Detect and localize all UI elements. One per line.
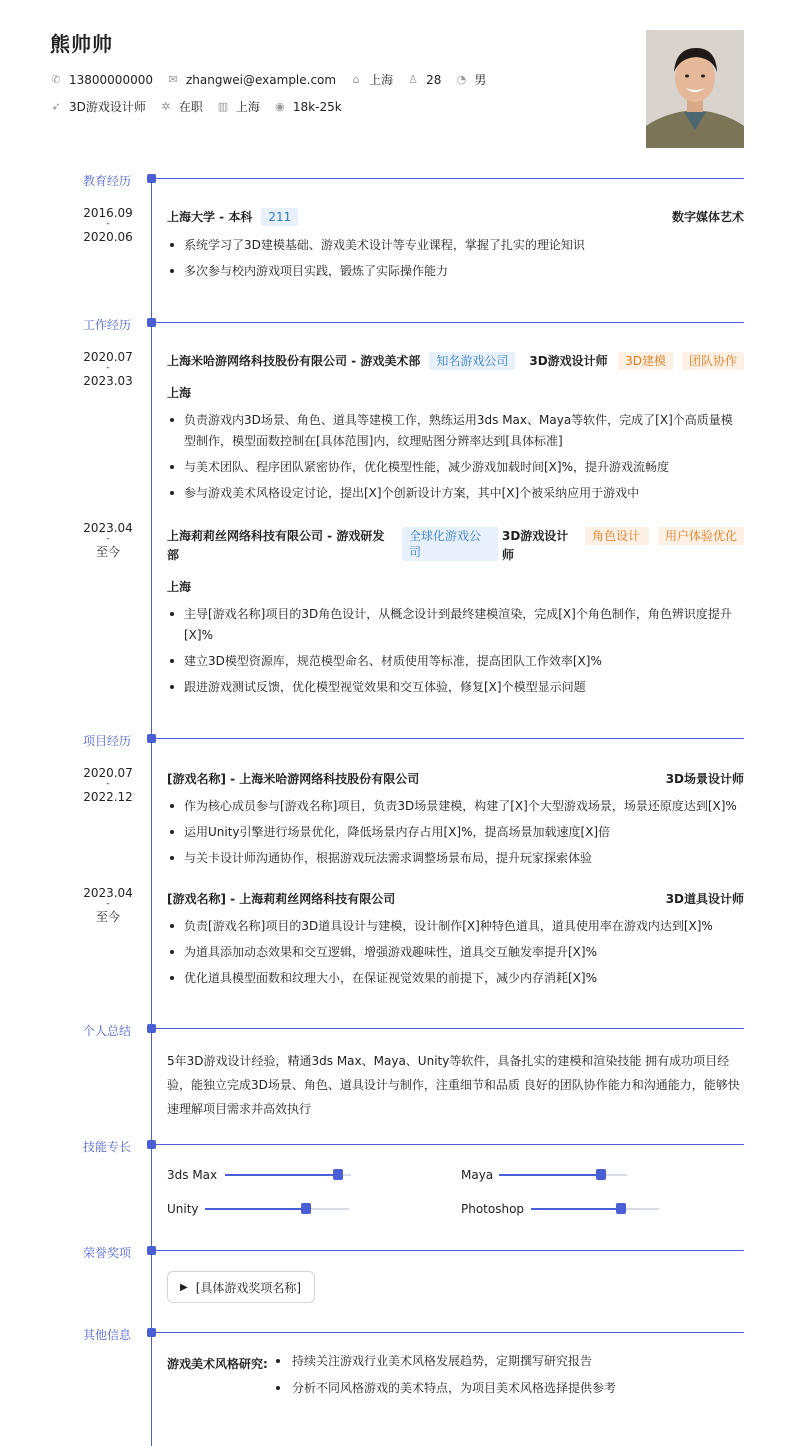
timeline-dot	[147, 1328, 156, 1337]
date-start: 2016.09	[83, 206, 133, 220]
phone-text: 13800000000	[69, 72, 153, 87]
status-item	[160, 98, 203, 115]
project-1-header	[167, 770, 744, 787]
skill-fill	[225, 1174, 338, 1176]
project-role: 3D道具设计师	[665, 892, 744, 906]
skill-tag: 用户体验优化	[658, 527, 744, 545]
work-1-date: 2020.07 - 2023.03	[76, 351, 140, 387]
section-title-projects: 项目经历	[83, 734, 132, 748]
status-text: 在职	[178, 100, 203, 114]
project-2-bullets	[167, 916, 744, 994]
timeline-dot	[147, 734, 156, 743]
position-item	[50, 98, 146, 115]
section-title-skills: 技能专长	[83, 1140, 132, 1154]
skill-bar	[531, 1208, 659, 1210]
age-text: 28	[426, 72, 442, 87]
date-end: 2022.12	[83, 790, 133, 804]
salary-text: 18k-25k	[292, 99, 342, 114]
list-item: 作为核心成员参与[游戏名称]项目，负责3D场景建模，构建了[X]个大型游戏场景，场景还原度达到[X]%	[167, 796, 744, 817]
skill-bar	[499, 1174, 627, 1176]
skill-maya	[461, 1168, 627, 1182]
other-list	[276, 1351, 616, 1405]
target-city-text: 上海	[235, 100, 260, 114]
section-title-honors: 荣誉奖项	[83, 1246, 132, 1260]
date-start: 2023.04	[83, 521, 133, 535]
timeline-line	[151, 178, 152, 1446]
company-tag: 全球化游戏公司	[402, 527, 498, 561]
edu-date: 2016.09 - 2020.06	[76, 207, 140, 243]
list-item: 与关卡设计师沟通协作，根据游戏玩法需求调整场景布局，提升玩家探索体验	[167, 848, 744, 869]
skill-bar	[205, 1208, 349, 1210]
date-end: 至今	[95, 545, 120, 559]
section-rule	[156, 1144, 744, 1145]
project-title: [游戏名称] - 上海莉莉丝网络科技有限公司	[167, 892, 396, 906]
section-title-work: 工作经历	[83, 318, 132, 332]
list-item: 负责游戏内3D场景、角色、道具等建模工作，熟练运用3ds Max、Maya等软件，完成了[X]个高质量模型制作，模型面数控制在[具体范围]内，纹理贴图分辨率达到[具体标准]	[167, 410, 744, 452]
city-text: 上海	[369, 73, 394, 87]
school-tag: 211	[261, 208, 298, 226]
date-start: 2020.07	[83, 766, 133, 780]
major: 数字媒体艺术	[671, 210, 744, 224]
timeline-dot	[147, 1246, 156, 1255]
phone-item	[50, 73, 153, 87]
skill-name: Maya	[461, 1168, 494, 1182]
project-2-date: 2023.04 - 至今	[76, 887, 140, 923]
list-item: 多次参与校内游戏项目实践，锻炼了实际操作能力	[167, 261, 744, 282]
building-icon: ▥	[217, 100, 229, 113]
contact-row-1	[50, 71, 500, 88]
date-start: 2023.04	[83, 886, 133, 900]
list-item: 与美术团队、程序团队紧密协作，优化模型性能，减少游戏加载时间[X]%，提升游戏流畅度	[167, 457, 744, 478]
skill-knob	[596, 1169, 606, 1180]
candidate-name: 熊帅帅	[50, 32, 113, 56]
email-text: zhangwei@example.com	[185, 72, 337, 87]
list-item: 负责[游戏名称]项目的3D道具设计与建模，设计制作[X]种特色道具，道具使用率在游戏内达到[X]%	[167, 916, 744, 937]
list-item: 参与游戏美术风格设定讨论，提出[X]个创新设计方案，其中[X]个被采纳应用于游戏中	[167, 483, 744, 504]
city-item	[350, 71, 393, 88]
play-triangle-icon: ▶	[180, 1281, 188, 1293]
email-item	[167, 73, 336, 87]
work-2-date: 2023.04 - 至今	[76, 522, 140, 558]
skill-name: Unity	[167, 1202, 199, 1216]
project-1-date: 2020.07 - 2022.12	[76, 767, 140, 803]
skill-name: 3ds Max	[167, 1168, 218, 1182]
skill-fill	[205, 1208, 306, 1210]
skill-tag: 3D建模	[618, 352, 673, 370]
project-1-bullets	[167, 796, 744, 874]
project-title: [游戏名称] - 上海米哈游网络科技股份有限公司	[167, 772, 420, 786]
project-role: 3D场景设计师	[665, 772, 744, 786]
list-item: 分析不同风格游戏的美术特点，为项目美术风格选择提供参考	[276, 1378, 616, 1399]
gender-text: 男	[474, 73, 487, 87]
work-1-bullets	[167, 410, 744, 509]
summary-text: 5年3D游戏设计经验，精通3ds Max、Maya、Unity等软件，具备扎实的建模和渲染技能 拥有成功项目经验，能独立完成3D场景、角色、道具设计与制作，注重细节和品质 良好的团队协作能力和沟通能力，能够快速理解项目需求并高效执行	[167, 1054, 740, 1116]
skill-photoshop	[461, 1202, 659, 1216]
list-item: 为道具添加动态效果和交互逻辑，增强游戏趣味性，道具交互触发率提升[X]%	[167, 942, 744, 963]
skill-fill	[531, 1208, 621, 1210]
mail-icon: ✉	[168, 73, 178, 86]
skill-tag: 团队协作	[682, 352, 744, 370]
date-end: 至今	[95, 910, 120, 924]
section-title-summary: 个人总结	[83, 1024, 132, 1038]
date-start: 2020.07	[83, 350, 133, 364]
company-name: 上海莉莉丝网络科技有限公司 - 游戏研发部	[167, 529, 385, 562]
section-title-education: 教育经历	[83, 174, 132, 188]
award-toggle-button[interactable]	[167, 1271, 315, 1303]
skill-fill	[499, 1174, 601, 1176]
job-role: 3D游戏设计师	[529, 354, 608, 368]
edu-header	[167, 208, 744, 226]
age-item	[407, 73, 441, 87]
list-item: 持续关注游戏行业美术风格发展趋势，定期撰写研究报告	[276, 1351, 616, 1372]
position-text: 3D游戏设计师	[69, 100, 146, 114]
section-rule	[156, 178, 744, 179]
timeline-dot	[147, 1140, 156, 1149]
school-name: 上海大学 - 本科	[167, 210, 253, 224]
list-item: 建立3D模型资源库，规范模型命名、材质使用等标准，提高团队工作效率[X]%	[167, 651, 744, 672]
skill-knob	[333, 1169, 343, 1180]
section-rule	[156, 322, 744, 323]
gender-item	[455, 71, 486, 88]
project-2-header	[167, 890, 744, 907]
other-label: 游戏美术风格研究:	[167, 1357, 268, 1371]
home-icon: ⌂	[352, 73, 360, 86]
company-tag: 知名游戏公司	[429, 352, 515, 370]
date-end: 2020.06	[83, 230, 133, 244]
skill-knob	[301, 1203, 311, 1214]
list-item: 跟进游戏测试反馈，优化模型视觉效果和交互体验，修复[X]个模型显示问题	[167, 677, 744, 698]
section-rule	[156, 1028, 744, 1029]
work-2-city: 上海	[167, 580, 192, 594]
send-icon: ➶	[51, 100, 61, 113]
work-1-header	[167, 352, 744, 370]
phone-icon: ✆	[51, 73, 61, 86]
section-rule	[156, 738, 744, 739]
timeline-dot	[147, 174, 156, 183]
skill-tag: 角色设计	[585, 527, 649, 545]
list-item: 系统学习了3D建模基础、游戏美术设计等专业课程，掌握了扎实的理论知识	[167, 235, 744, 256]
company-name: 上海米哈游网络科技股份有限公司 - 游戏美术部	[167, 354, 421, 368]
award-name: [具体游戏奖项名称]	[195, 1280, 302, 1295]
work-2-bullets	[167, 604, 744, 703]
salary-icon: ◉	[275, 100, 285, 113]
target-city-item	[217, 98, 260, 115]
work-2-header	[167, 527, 744, 565]
list-item: 主导[游戏名称]项目的3D角色设计，从概念设计到最终建模渲染，完成[X]个角色制作，角色辨识度提升[X]%	[167, 604, 744, 646]
contact-row-2	[50, 98, 356, 115]
list-item: 优化道具模型面数和纹理大小，在保证视觉效果的前提下，减少内存消耗[X]%	[167, 968, 744, 989]
section-rule	[156, 1250, 744, 1251]
edu-bullets	[167, 235, 744, 287]
job-role: 3D游戏设计师	[502, 529, 569, 562]
skill-unity	[167, 1202, 349, 1216]
work-1-city: 上海	[167, 386, 192, 400]
salary-item	[274, 100, 342, 114]
skill-knob	[616, 1203, 626, 1214]
section-title-other: 其他信息	[83, 1328, 132, 1342]
timeline-dot	[147, 1024, 156, 1033]
timeline-dot	[147, 318, 156, 327]
gender-icon: ◔	[456, 73, 467, 86]
profile-photo	[646, 30, 744, 148]
skill-name: Photoshop	[461, 1202, 525, 1216]
section-rule	[156, 1332, 744, 1333]
age-icon: ♙	[408, 73, 419, 86]
skill-bar	[225, 1174, 351, 1176]
list-item: 运用Unity引擎进行场景优化，降低场景内存占用[X]%，提高场景加载速度[X]倍	[167, 822, 744, 843]
date-end: 2023.03	[83, 374, 133, 388]
status-icon: ✲	[161, 100, 171, 113]
skill-3dsmax	[167, 1168, 351, 1182]
